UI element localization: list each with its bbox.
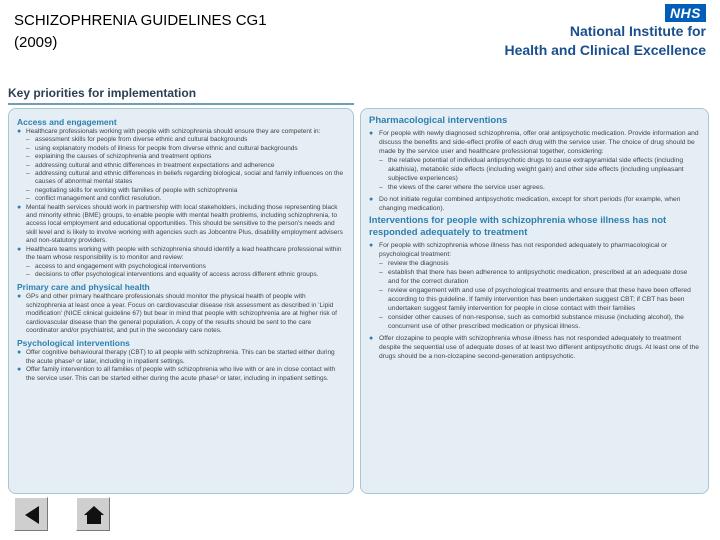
sub-item: – negotiating skills for working with families of people with schizophrenia <box>26 186 238 194</box>
key-priorities-title: Key priorities for implementation <box>8 86 197 100</box>
sub-item: – assessment skills for people from diverse ethnic and cultural backgrounds <box>26 136 248 144</box>
primary-care-heading: Primary care and physical health <box>17 282 150 293</box>
list-item: ● For people with newly diagnosed schizophrenia, offer oral antipsychotic medication. Provide information and discuss the benefits and side-effect profile of each drug with the service user. The choice of drug should be made by the service user and healthcare professional together, considering: <box>369 130 699 155</box>
back-icon <box>21 504 43 526</box>
psychological-heading: Psychological interventions <box>17 338 130 349</box>
sub-item: – decisions to offer psychological interventions and equality of access across different ethnic groups. <box>26 270 319 278</box>
slide-title-line1: SCHIZOPHRENIA GUIDELINES CG1 <box>14 12 267 29</box>
pharmacological-heading: Pharmacological interventions <box>369 115 508 126</box>
list-item: ● For people with schizophrenia whose illness has not responded adequately to pharmacological or psychological treatment: <box>369 242 668 258</box>
nice-logo <box>476 4 706 62</box>
slide-title <box>14 10 314 54</box>
back-button[interactable] <box>14 497 48 531</box>
sub-item: – the relative potential of individual antipsychotic drugs to cause extrapyramidal side effects (including akathisia), metabolic side effects (including weight gain) and other side effects (including unpleasant subjective experiences) <box>379 157 684 182</box>
list-item: ● Mental health services should work in partnership with local stakeholders, including those representing black and minority ethnic (BME) groups, to enable people with mental health problems, including schizophrenia, to access local employment and educational opportunities. This should be sensitive to the person's needs and skill level and is likely to involve working with agencies such as Jobcentre Plus, disability employment advisers and non-statutory providers. <box>17 203 343 245</box>
list-item: ● Do not initiate regular combined antipsychotic medication, except for short periods (for example, when changing medication). <box>369 196 681 212</box>
right-panel <box>360 108 709 494</box>
nice-name <box>504 22 706 60</box>
slide-title-line2: (2009) <box>14 34 58 51</box>
left-panel <box>8 108 354 494</box>
list-item: ● Healthcare professionals working with people with schizophrenia should ensure they are competent in: <box>17 128 321 135</box>
non-response-heading: Interventions for people with schizophrenia whose illness has not responded adequately to treatment <box>369 215 667 238</box>
sub-item: – review engagement with and use of psychological treatments and ensure that these have been offered according to this guideline. If family intervention has been undertaken suggest CBT; if CBT has been undertaken suggest family intervention for people in close contact with their families <box>379 287 691 312</box>
sub-item: – the views of the carer where the service user agrees. <box>379 184 545 191</box>
list-item: ● Healthcare teams working with people with schizophrenia should identify a lead healthcare professional within the team whose responsibility is to monitor and review: <box>17 245 342 262</box>
sub-item: – consider other causes of non-response, such as comorbid substance misuse (including alcohol), the concurrent use of other prescribed medication or physical illness. <box>379 314 684 330</box>
nice-name-line1: National Institute for <box>569 23 706 39</box>
list-item: ● GPs and other primary healthcare professionals should monitor the physical health of people with schizophrenia at least once a year. Focus on cardiovascular disease risk assessment as described in 'Lipid modification' (NICE clinical guideline 67) but bear in mind that people with schizophrenia are at higher risk of cardiovascular disease than the general population. A copy of the results should be sent to the care coordinator and/or psychiatrist, and put in the secondary care notes. <box>17 293 337 334</box>
title-divider <box>8 103 354 105</box>
list-item: ● Offer family intervention to all families of people with schizophrenia who live with or are in close contact with the service user. This can be started either during the acute phase³ or later, including in inpatient settings. <box>17 366 336 382</box>
home-icon <box>83 504 105 526</box>
sub-item: – review the diagnosis <box>379 260 449 267</box>
sub-item: – addressing cultural and ethnic differences in treatment expectations and adherence <box>26 161 275 169</box>
list-item: ● Offer clozapine to people with schizophrenia whose illness has not responded adequately to treatment despite the sequential use of adequate doses of at least two different antipsychotic drugs. At least one of the drugs should be a non-clozapine second-generation antipsychotic. <box>369 335 699 360</box>
list-item: ● Offer cognitive behavioural therapy (CBT) to all people with schizophrenia. This can be started either during the acute phase³ or later, including in inpatient settings. <box>17 349 335 365</box>
sub-item: – explaining the causes of schizophrenia and treatment options <box>26 153 212 161</box>
sub-item: – addressing cultural and ethnic differences in beliefs regarding biological, social and family influences on the causes of abnormal mental states <box>26 170 344 186</box>
sub-item: – access to and engagement with psychological interventions <box>26 262 206 270</box>
nhs-badge: NHS <box>665 4 706 22</box>
sub-item: – conflict management and conflict resolution. <box>26 195 162 203</box>
access-heading: Access and engagement <box>17 117 117 127</box>
sub-item: – establish that there has been adherence to antipsychotic medication, prescribed at an adequate dose and for the correct duration <box>379 269 688 285</box>
home-button[interactable] <box>76 497 110 531</box>
nice-name-line2: Health and Clinical Excellence <box>504 42 706 58</box>
sub-item: – using explanatory models of illness for people from diverse ethnic and cultural backgrounds <box>26 144 298 152</box>
